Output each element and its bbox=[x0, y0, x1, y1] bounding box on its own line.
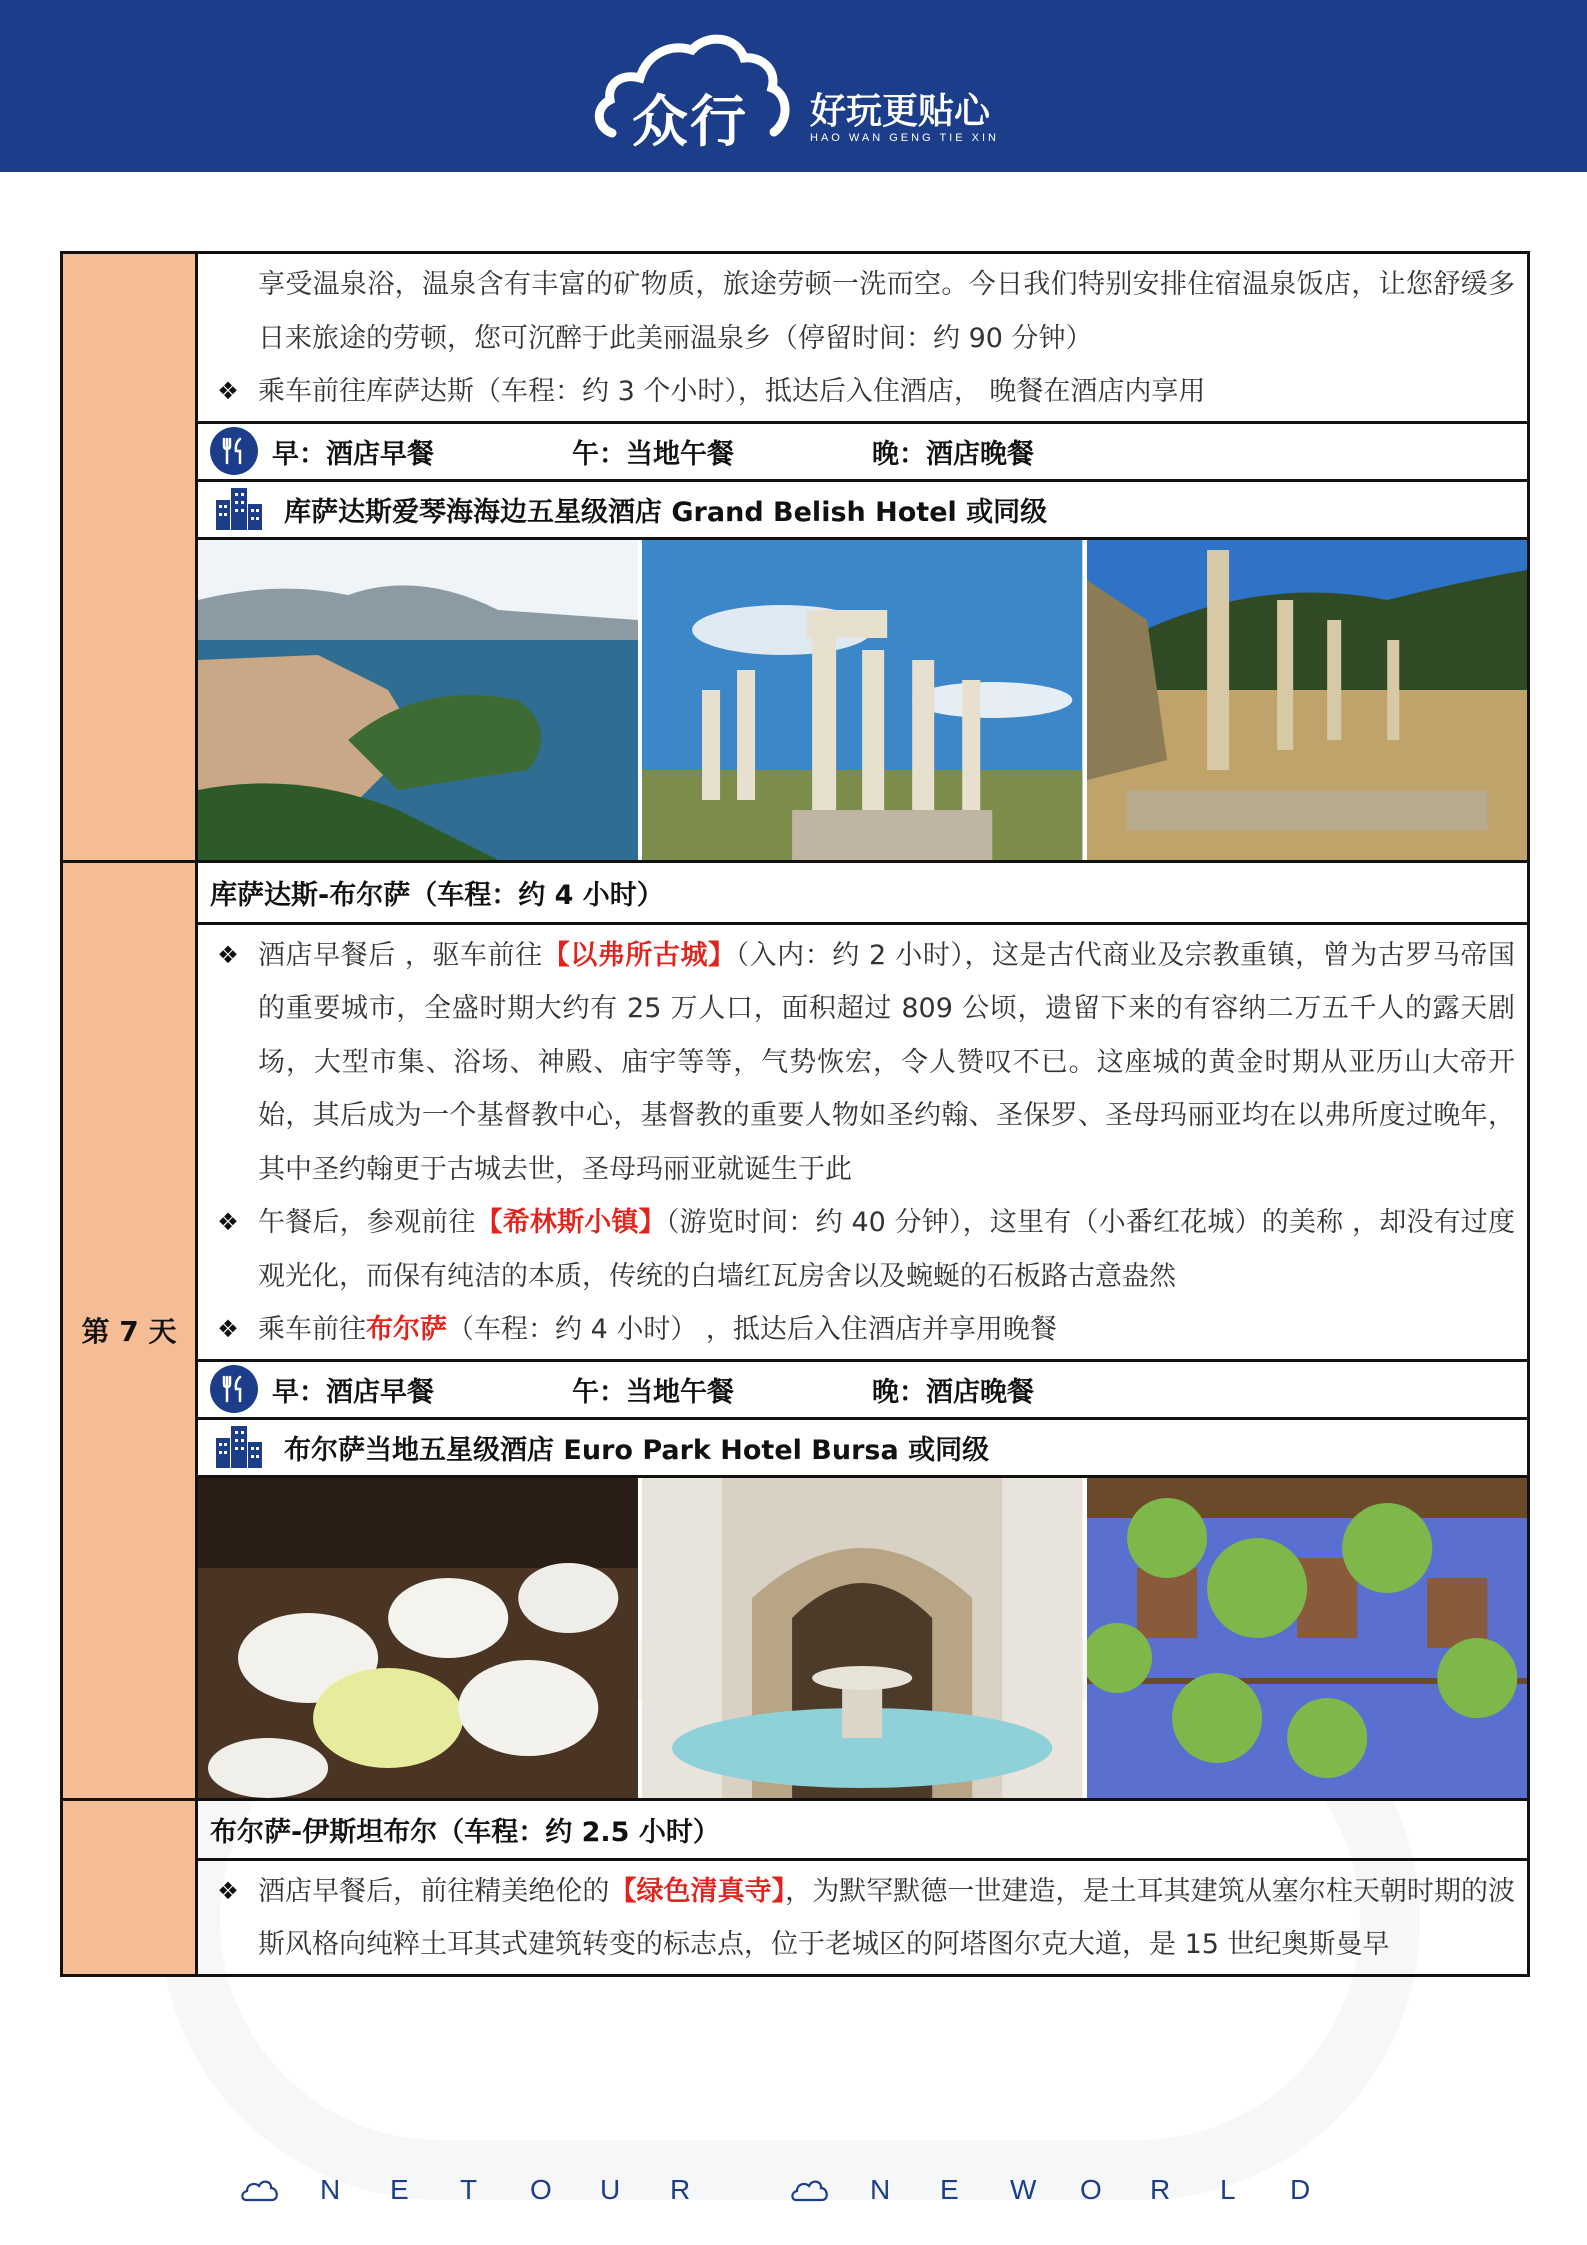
footer-letters: N E W O R L D bbox=[870, 2174, 1311, 2205]
activity-paragraph bbox=[198, 1303, 1515, 1357]
day-content bbox=[198, 254, 1530, 860]
hotel-name: 库萨达斯爱琴海海边五星级酒店 Grand Belish Hotel 或同级 bbox=[284, 496, 1048, 528]
ephesus-ruins-photo bbox=[1087, 540, 1527, 860]
hotel-building-icon bbox=[214, 486, 264, 532]
cloud-icon bbox=[240, 2176, 280, 2204]
hotel-row bbox=[198, 1420, 1527, 1478]
footer-oneworld bbox=[790, 2174, 1360, 2206]
page-header bbox=[0, 0, 1587, 172]
brand-pinyin: HAO WAN GENG TIE XIN bbox=[810, 132, 999, 144]
mosque-fountain-photo bbox=[642, 1478, 1082, 1798]
brand-logo bbox=[592, 28, 1012, 155]
route-title: 库萨达斯-布尔萨（车程：约 4 小时） bbox=[198, 863, 1527, 925]
activity-text: 乘车前往布尔萨（车程：约 4 小时） ，抵达后入住酒店并享用晚餐 bbox=[258, 1314, 1057, 1345]
meal-dinner: 晚：酒店晚餐 bbox=[872, 438, 1034, 470]
activity-paragraph bbox=[198, 1865, 1515, 1972]
whirling-dervish-photo bbox=[198, 1478, 638, 1798]
hotel-name: 布尔萨当地五星级酒店 Euro Park Hotel Bursa 或同级 bbox=[284, 1434, 990, 1466]
day-row-previous bbox=[60, 254, 1530, 863]
kusadasi-coast-photo bbox=[198, 540, 638, 860]
ancient-columns-photo bbox=[642, 540, 1082, 860]
photo-strip bbox=[198, 1478, 1527, 1798]
itinerary-table bbox=[60, 251, 1530, 1977]
meals-row bbox=[198, 424, 1527, 482]
photo-strip bbox=[198, 540, 1527, 860]
activity-text: 午餐后，参观前往【希林斯小镇】（游览时间：约 40 分钟），这里有（小番红花城）的美称 ，却没有过度观光化，而保有纯洁的本质，传统的白墙红瓦房舍以及蜿蜒的石板路古意盎然 bbox=[258, 1207, 1515, 1292]
activity-paragraph bbox=[198, 365, 1515, 419]
page-footer bbox=[240, 2170, 1380, 2210]
route-title: 布尔萨-伊斯坦布尔（车程：约 2.5 小时） bbox=[198, 1801, 1527, 1861]
footer-letters: N E T O U R bbox=[320, 2174, 691, 2205]
blue-house-photo bbox=[1087, 1478, 1527, 1798]
hotel-building-icon bbox=[214, 1424, 264, 1470]
activity-text: 乘车前往库萨达斯（车程：约 3 个小时），抵达后入住酒店， 晚餐在酒店内享用 bbox=[258, 376, 1206, 407]
day-content bbox=[198, 863, 1530, 1798]
meal-dinner: 晚：酒店晚餐 bbox=[872, 1376, 1034, 1408]
day-cell bbox=[63, 254, 198, 860]
meal-lunch: 午：当地午餐 bbox=[572, 1376, 734, 1408]
day-label: 第 7 天 bbox=[63, 863, 198, 1798]
bullet-marker: ❖ bbox=[217, 377, 239, 405]
cloud-icon bbox=[790, 2176, 830, 2204]
meal-breakfast: 早：酒店早餐 bbox=[272, 438, 434, 470]
activity-paragraph bbox=[198, 929, 1515, 1197]
activity-list bbox=[198, 925, 1527, 1362]
fork-knife-icon bbox=[210, 1365, 258, 1413]
bullet-marker bbox=[198, 258, 258, 365]
day-row-8 bbox=[60, 1801, 1530, 1977]
highlight-bursa: 布尔萨 bbox=[366, 1314, 447, 1345]
hotel-row bbox=[198, 482, 1527, 540]
activity-paragraph bbox=[198, 258, 1515, 365]
fork-knife-icon bbox=[210, 427, 258, 475]
bullet-marker: ❖ bbox=[217, 940, 239, 969]
day-row-7 bbox=[60, 863, 1530, 1801]
activity-text: 酒店早餐后 ，驱车前往【以弗所古城】（入内：约 2 小时），这是古代商业及宗教重镇，曾为古罗马帝国的重要城市，全盛时期大约有 25 万人口，面积超过 809 公顷，遗留下来的有容纳二万五千人的露天剧场，大型市集、浴场、神殿、庙宇等等，气势恢宏，令人赞叹不已。这座城的黄金时期从亚历山大帝开始，其后成为一个基督教中心，基督教的重要人物如圣约翰、圣保罗、圣母玛丽亚均在以弗所度过晚年，其中圣约翰更于古城去世，圣母玛丽亚就诞生于此 bbox=[258, 939, 1516, 1185]
day-cell bbox=[63, 1801, 198, 1974]
highlight-sirince: 【希林斯小镇】 bbox=[475, 1207, 666, 1238]
bullet-marker: ❖ bbox=[217, 1876, 239, 1905]
meal-breakfast: 早：酒店早餐 bbox=[272, 1376, 434, 1408]
meal-lunch: 午：当地午餐 bbox=[572, 438, 734, 470]
highlight-ephesus: 【以弗所古城】 bbox=[542, 939, 736, 971]
activity-list bbox=[198, 254, 1527, 424]
meals-row bbox=[198, 1362, 1527, 1420]
bullet-marker: ❖ bbox=[217, 1315, 239, 1343]
activity-paragraph bbox=[198, 1196, 1515, 1303]
brand-name: 众行 bbox=[632, 90, 748, 155]
footer-onetour bbox=[240, 2174, 740, 2206]
day-content bbox=[198, 1801, 1530, 1974]
activity-list bbox=[198, 1861, 1527, 1974]
brand-slogan: 好玩更贴心 bbox=[810, 91, 991, 132]
activity-text: 酒店早餐后，前往精美绝伦的【绿色清真寺】，为默罕默德一世建造，是土耳其建筑从塞尔柱天朝时期的波斯风格向纯粹土耳其式建筑转变的标志点，位于老城区的阿塔图尔克大道，是 15 世纪奥斯曼早 bbox=[258, 1875, 1516, 1960]
highlight-green-mosque: 【绿色清真寺】 bbox=[609, 1875, 786, 1907]
activity-text: 享受温泉浴，温泉含有丰富的矿物质，旅途劳顿一洗而空。今日我们特别安排住宿温泉饭店，让您舒缓多日来旅途的劳顿，您可沉醉于此美丽温泉乡（停留时间：约 90 分钟） bbox=[258, 269, 1515, 354]
bullet-marker: ❖ bbox=[217, 1208, 239, 1236]
